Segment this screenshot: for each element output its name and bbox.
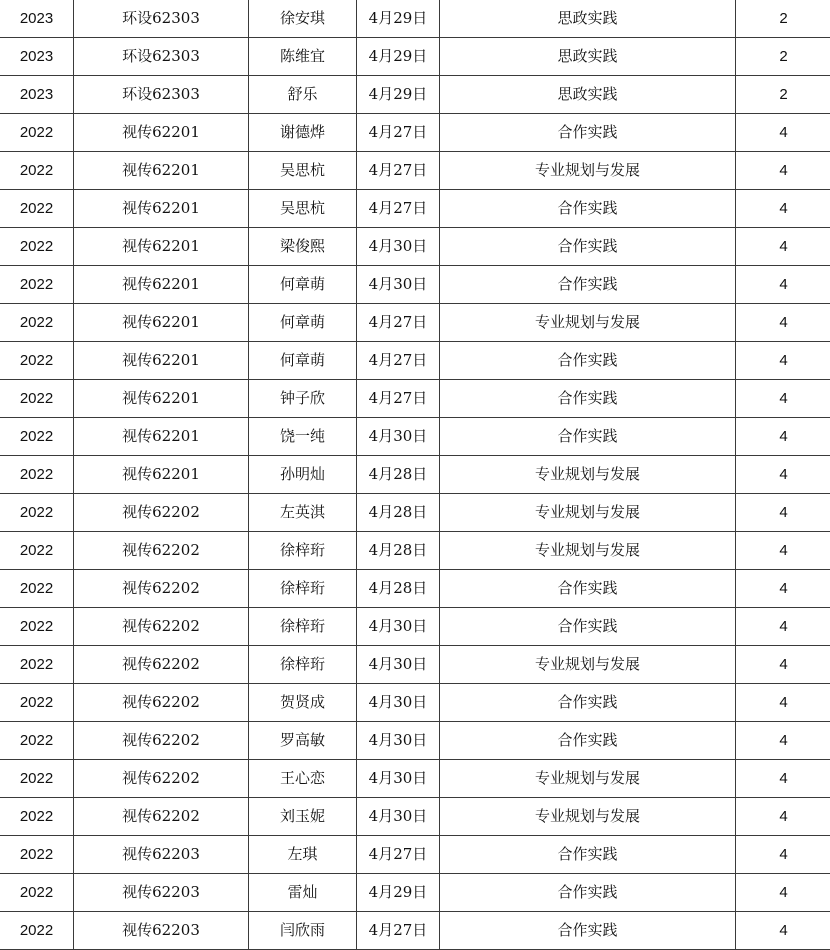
date-cell[interactable]: 4月30日	[357, 798, 440, 836]
student-name-cell[interactable]: 徐安琪	[249, 0, 357, 38]
year-cell[interactable]: 2022	[0, 684, 74, 722]
student-name-cell[interactable]: 饶一纯	[249, 418, 357, 456]
category-cell[interactable]: 专业规划与发展	[440, 798, 736, 836]
year-cell[interactable]: 2022	[0, 418, 74, 456]
class-cell[interactable]: 视传62201	[74, 228, 249, 266]
date-cell[interactable]: 4月27日	[357, 114, 440, 152]
credit-cell[interactable]: 4	[736, 760, 830, 798]
table-row	[0, 152, 830, 190]
date-cell[interactable]: 4月27日	[357, 152, 440, 190]
year-cell[interactable]: 2023	[0, 76, 74, 114]
year-cell[interactable]: 2022	[0, 456, 74, 494]
category-cell[interactable]: 合作实践	[440, 266, 736, 304]
class-cell[interactable]: 视传62202	[74, 646, 249, 684]
table-row	[0, 456, 830, 494]
date-cell[interactable]: 4月27日	[357, 342, 440, 380]
category-cell[interactable]: 专业规划与发展	[440, 456, 736, 494]
year-cell[interactable]: 2022	[0, 304, 74, 342]
category-cell[interactable]: 合作实践	[440, 342, 736, 380]
table-row	[0, 836, 830, 874]
class-cell[interactable]: 视传62202	[74, 684, 249, 722]
year-cell[interactable]: 2022	[0, 646, 74, 684]
category-cell[interactable]: 思政实践	[440, 38, 736, 76]
date-cell[interactable]: 4月27日	[357, 836, 440, 874]
year-cell[interactable]: 2022	[0, 342, 74, 380]
student-name-cell[interactable]: 徐梓珩	[249, 608, 357, 646]
category-cell[interactable]: 合作实践	[440, 608, 736, 646]
date-cell[interactable]: 4月30日	[357, 646, 440, 684]
category-cell[interactable]: 合作实践	[440, 836, 736, 874]
credit-cell[interactable]: 4	[736, 722, 830, 760]
table-row	[0, 304, 830, 342]
credit-cell[interactable]: 4	[736, 608, 830, 646]
class-cell[interactable]: 视传62201	[74, 380, 249, 418]
date-cell[interactable]: 4月27日	[357, 380, 440, 418]
table-row	[0, 798, 830, 836]
table-row	[0, 190, 830, 228]
date-cell[interactable]: 4月29日	[357, 38, 440, 76]
category-cell[interactable]: 合作实践	[440, 874, 736, 912]
class-cell[interactable]: 视传62203	[74, 874, 249, 912]
student-name-cell[interactable]: 左琪	[249, 836, 357, 874]
year-cell[interactable]: 2022	[0, 228, 74, 266]
year-cell[interactable]: 2022	[0, 912, 74, 950]
category-cell[interactable]: 合作实践	[440, 570, 736, 608]
credit-cell[interactable]: 2	[736, 76, 830, 114]
date-cell[interactable]: 4月28日	[357, 456, 440, 494]
date-cell[interactable]: 4月30日	[357, 608, 440, 646]
category-cell[interactable]: 思政实践	[440, 0, 736, 38]
year-cell[interactable]: 2022	[0, 380, 74, 418]
table-row	[0, 874, 830, 912]
table-row	[0, 646, 830, 684]
class-cell[interactable]: 视传62201	[74, 418, 249, 456]
category-cell[interactable]: 合作实践	[440, 228, 736, 266]
credit-cell[interactable]: 4	[736, 456, 830, 494]
student-name-cell[interactable]: 谢德烨	[249, 114, 357, 152]
table-row	[0, 266, 830, 304]
student-name-cell[interactable]: 钟子欣	[249, 380, 357, 418]
date-cell[interactable]: 4月30日	[357, 684, 440, 722]
student-name-cell[interactable]: 罗高敏	[249, 722, 357, 760]
year-cell[interactable]: 2022	[0, 190, 74, 228]
date-cell[interactable]: 4月30日	[357, 722, 440, 760]
credit-cell[interactable]: 4	[736, 342, 830, 380]
student-name-cell[interactable]: 吴思杭	[249, 190, 357, 228]
year-cell[interactable]: 2022	[0, 532, 74, 570]
category-cell[interactable]: 专业规划与发展	[440, 152, 736, 190]
class-cell[interactable]: 视传62201	[74, 456, 249, 494]
table-row	[0, 76, 830, 114]
credit-cell[interactable]: 4	[736, 874, 830, 912]
table-row	[0, 228, 830, 266]
class-cell[interactable]: 环设62303	[74, 0, 249, 38]
year-cell[interactable]: 2022	[0, 760, 74, 798]
credit-cell[interactable]: 4	[736, 570, 830, 608]
category-cell[interactable]: 合作实践	[440, 912, 736, 950]
table-row	[0, 38, 830, 76]
student-name-cell[interactable]: 徐梓珩	[249, 532, 357, 570]
date-cell[interactable]: 4月30日	[357, 228, 440, 266]
category-cell[interactable]: 专业规划与发展	[440, 760, 736, 798]
table-row	[0, 532, 830, 570]
date-cell[interactable]: 4月27日	[357, 190, 440, 228]
table-row	[0, 114, 830, 152]
credit-cell[interactable]: 4	[736, 912, 830, 950]
date-cell[interactable]: 4月27日	[357, 912, 440, 950]
category-cell[interactable]: 合作实践	[440, 684, 736, 722]
student-name-cell[interactable]: 何章萌	[249, 304, 357, 342]
table-row	[0, 418, 830, 456]
credit-cell[interactable]: 4	[736, 304, 830, 342]
credit-cell[interactable]: 4	[736, 190, 830, 228]
year-cell[interactable]: 2022	[0, 836, 74, 874]
class-cell[interactable]: 视传62202	[74, 532, 249, 570]
year-cell[interactable]: 2022	[0, 114, 74, 152]
category-cell[interactable]: 专业规划与发展	[440, 646, 736, 684]
date-cell[interactable]: 4月30日	[357, 266, 440, 304]
class-cell[interactable]: 视传62202	[74, 494, 249, 532]
class-cell[interactable]: 视传62202	[74, 722, 249, 760]
student-name-cell[interactable]: 何章萌	[249, 266, 357, 304]
class-cell[interactable]: 视传62201	[74, 304, 249, 342]
date-cell[interactable]: 4月29日	[357, 76, 440, 114]
credit-cell[interactable]: 4	[736, 114, 830, 152]
year-cell[interactable]: 2022	[0, 722, 74, 760]
year-cell[interactable]: 2022	[0, 570, 74, 608]
year-cell[interactable]: 2022	[0, 798, 74, 836]
class-cell[interactable]: 视传62201	[74, 342, 249, 380]
date-cell[interactable]: 4月30日	[357, 418, 440, 456]
student-name-cell[interactable]: 陈维宜	[249, 38, 357, 76]
date-cell[interactable]: 4月27日	[357, 304, 440, 342]
category-cell[interactable]: 合作实践	[440, 722, 736, 760]
credit-cell[interactable]: 4	[736, 152, 830, 190]
year-cell[interactable]: 2022	[0, 494, 74, 532]
credit-cell[interactable]: 4	[736, 684, 830, 722]
student-name-cell[interactable]: 闫欣雨	[249, 912, 357, 950]
student-name-cell[interactable]: 刘玉妮	[249, 798, 357, 836]
date-cell[interactable]: 4月29日	[357, 874, 440, 912]
class-cell[interactable]: 视传62201	[74, 114, 249, 152]
category-cell[interactable]: 思政实践	[440, 76, 736, 114]
date-cell[interactable]: 4月30日	[357, 760, 440, 798]
student-name-cell[interactable]: 徐梓珩	[249, 646, 357, 684]
credit-cell[interactable]: 4	[736, 266, 830, 304]
table-row	[0, 570, 830, 608]
credit-cell[interactable]: 4	[736, 532, 830, 570]
table-row	[0, 684, 830, 722]
date-cell[interactable]: 4月28日	[357, 570, 440, 608]
student-name-cell[interactable]: 贺贤成	[249, 684, 357, 722]
student-name-cell[interactable]: 吴思杭	[249, 152, 357, 190]
class-cell[interactable]: 视传62202	[74, 608, 249, 646]
credit-cell[interactable]: 4	[736, 494, 830, 532]
student-name-cell[interactable]: 徐梓珩	[249, 570, 357, 608]
table-row	[0, 912, 830, 950]
class-cell[interactable]: 环设62303	[74, 76, 249, 114]
date-cell[interactable]: 4月28日	[357, 494, 440, 532]
student-name-cell[interactable]: 梁俊熙	[249, 228, 357, 266]
class-cell[interactable]: 视传62203	[74, 836, 249, 874]
class-cell[interactable]: 视传62201	[74, 152, 249, 190]
credit-cell[interactable]: 4	[736, 836, 830, 874]
table-row	[0, 0, 830, 38]
category-cell[interactable]: 专业规划与发展	[440, 304, 736, 342]
year-cell[interactable]: 2022	[0, 874, 74, 912]
category-cell[interactable]: 合作实践	[440, 380, 736, 418]
year-cell[interactable]: 2023	[0, 38, 74, 76]
student-name-cell[interactable]: 孙明灿	[249, 456, 357, 494]
credit-cell[interactable]: 4	[736, 798, 830, 836]
table-row	[0, 760, 830, 798]
student-name-cell[interactable]: 雷灿	[249, 874, 357, 912]
year-cell[interactable]: 2022	[0, 608, 74, 646]
class-cell[interactable]: 视传62203	[74, 912, 249, 950]
class-cell[interactable]: 环设62303	[74, 38, 249, 76]
class-cell[interactable]: 视传62202	[74, 798, 249, 836]
student-name-cell[interactable]: 何章萌	[249, 342, 357, 380]
category-cell[interactable]: 合作实践	[440, 190, 736, 228]
table-row	[0, 380, 830, 418]
student-name-cell[interactable]: 舒乐	[249, 76, 357, 114]
credit-cell[interactable]: 4	[736, 228, 830, 266]
credit-cell[interactable]: 2	[736, 0, 830, 38]
table-row	[0, 342, 830, 380]
class-cell[interactable]: 视传62201	[74, 190, 249, 228]
table-row	[0, 608, 830, 646]
credit-cell[interactable]: 2	[736, 38, 830, 76]
table-row	[0, 494, 830, 532]
credit-cell[interactable]: 4	[736, 418, 830, 456]
class-cell[interactable]: 视传62201	[74, 266, 249, 304]
date-cell[interactable]: 4月28日	[357, 532, 440, 570]
category-cell[interactable]: 合作实践	[440, 418, 736, 456]
category-cell[interactable]: 专业规划与发展	[440, 532, 736, 570]
date-cell[interactable]: 4月29日	[357, 0, 440, 38]
category-cell[interactable]: 专业规划与发展	[440, 494, 736, 532]
student-name-cell[interactable]: 左英淇	[249, 494, 357, 532]
class-cell[interactable]: 视传62202	[74, 760, 249, 798]
category-cell[interactable]: 合作实践	[440, 114, 736, 152]
year-cell[interactable]: 2022	[0, 152, 74, 190]
student-name-cell[interactable]: 王心恋	[249, 760, 357, 798]
credit-cell[interactable]: 4	[736, 380, 830, 418]
year-cell[interactable]: 2023	[0, 0, 74, 38]
credit-cell[interactable]: 4	[736, 646, 830, 684]
class-cell[interactable]: 视传62202	[74, 570, 249, 608]
table-row	[0, 722, 830, 760]
year-cell[interactable]: 2022	[0, 266, 74, 304]
